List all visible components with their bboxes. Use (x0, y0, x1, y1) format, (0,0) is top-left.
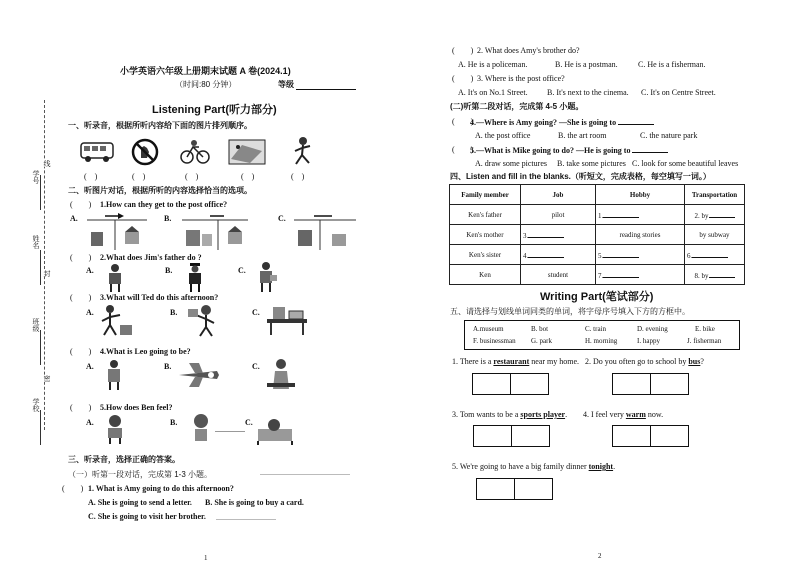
word-option: G. park (531, 337, 552, 345)
class-label: 班级 (32, 318, 39, 332)
answer-paren: ( ) (452, 117, 474, 126)
answer-paren: ( ) (70, 293, 92, 302)
side-blank (40, 175, 42, 210)
table-header: Family member (450, 185, 521, 205)
postman-picture (250, 260, 282, 294)
answer-paren: ( ) (452, 46, 474, 55)
answer-paren: ( ) (452, 145, 474, 154)
table-cell[interactable] (685, 205, 745, 225)
option-c: C. (252, 308, 260, 317)
w5-sentence (452, 462, 615, 472)
boy-picture (98, 412, 132, 446)
option-a: A. (86, 362, 94, 371)
q2-text: 2.What does Jim's father do ? (100, 253, 202, 262)
r-q2-option-b: B. He is a postman. (555, 60, 618, 69)
table-cell[interactable] (521, 225, 596, 245)
word-option: D. evening (637, 325, 668, 333)
family-table (449, 184, 745, 285)
blank-line (215, 431, 245, 432)
answer-blank[interactable] (603, 270, 639, 278)
bike-picture (178, 137, 212, 167)
w5-pre: 5. We're going to have a big family dinner (452, 462, 587, 471)
table-cell: Ken's mother (450, 225, 521, 245)
r-q2-option-a: A. He is a policeman. (458, 60, 528, 69)
grade-label: 等级 (278, 80, 294, 89)
option-c: C. (252, 362, 260, 371)
answer-blank[interactable] (528, 250, 564, 258)
answer-box[interactable] (514, 478, 553, 500)
binding-mark: 线 (43, 160, 50, 167)
s3-q1-option-b: B. She is going to buy a card. (205, 498, 304, 507)
table-cell[interactable] (596, 205, 685, 225)
answer-box[interactable] (472, 373, 511, 395)
answer-blank[interactable] (528, 230, 564, 238)
w1-underlined: restaurant (493, 357, 530, 366)
w4-pre: 4. I feel very (583, 410, 624, 419)
school-label: 学校 (32, 398, 39, 412)
cell-label: 1. (598, 211, 604, 220)
w3-sentence (452, 410, 567, 420)
word-bank (464, 320, 740, 350)
option-b: B. (164, 362, 172, 371)
route-map-a (85, 212, 149, 250)
q3-text: 3.What will Ted do this afternoon? (100, 293, 219, 302)
section3-subheading: （一）听第一段对话，完成第 1-3 小题。 (68, 470, 213, 479)
answer-blank[interactable] (603, 250, 639, 258)
no-entry-sign-picture (130, 137, 160, 167)
table-cell: student (521, 265, 596, 285)
desk-picture (262, 300, 312, 338)
route-map-c (292, 212, 358, 250)
side-blank (40, 330, 42, 365)
word-option: C. train (585, 325, 606, 333)
answer-paren: ( ) (70, 403, 92, 412)
table-row (450, 245, 745, 265)
table-cell: Ken (450, 265, 521, 285)
r-q2-text: 2. What does Amy's brother do? (477, 46, 580, 55)
cell-label: 8. by (694, 271, 709, 280)
listening-heading: Listening Part(听力部分) (152, 104, 277, 116)
answer-blank[interactable] (618, 117, 654, 125)
cell-label: 3. (523, 231, 529, 240)
answer-boxes-2[interactable] (612, 373, 687, 395)
w5-post: . (613, 462, 616, 471)
answer-boxes-1[interactable] (472, 373, 547, 395)
q1-text: 1.How can they get to the post office? (100, 200, 228, 209)
order-paren: ( ) (84, 172, 98, 181)
word-option: E. bike (695, 325, 715, 333)
name-label: 姓名 (32, 235, 39, 249)
answer-blank[interactable] (692, 250, 728, 258)
sad-boy-picture (186, 412, 216, 444)
table-cell: Ken's sister (450, 245, 521, 265)
side-blank (40, 410, 42, 445)
section1-heading: 一、听录音，根据所听内容给下面的图片排列顺序。 (68, 121, 252, 130)
word-option: A.museum (473, 325, 504, 333)
option-a: A. (86, 418, 94, 427)
option-c: C. (245, 418, 253, 427)
table-header: Hobby (596, 185, 685, 205)
answer-box[interactable] (511, 425, 550, 447)
table-cell: Ken's father (450, 205, 521, 225)
r-q4-option-b: B. the art room (558, 131, 607, 140)
page-number: 1 (204, 554, 208, 562)
option-b: B. (165, 266, 173, 275)
w2-sentence (585, 357, 704, 367)
w2-post: ? (700, 357, 704, 366)
blank-line (260, 474, 350, 475)
sick-boy-picture (255, 412, 295, 446)
word-option: B. bot (531, 325, 549, 333)
table-cell: by subway (685, 225, 745, 245)
order-paren: ( ) (241, 172, 255, 181)
side-blank (40, 250, 42, 285)
w4-sentence (583, 410, 663, 420)
answer-box[interactable] (476, 478, 515, 500)
r-q2-option-c: C. He is a fisherman. (638, 60, 706, 69)
answer-box[interactable] (650, 425, 689, 447)
order-paren: ( ) (291, 172, 305, 181)
table-cell[interactable] (596, 265, 685, 285)
section2-heading: 二、听图片对话，根据所听的内容选择恰当的选项。 (68, 186, 252, 195)
s3-q1-text: 1. What is Amy going to do this afternoon? (88, 484, 234, 493)
r-q3-option-b: B. It's next to the cinema. (547, 88, 629, 97)
answer-blank[interactable] (709, 210, 735, 218)
section4-heading: 四、Listen and fill in the blanks.（听短文，完成表格，每空填写一词。） (450, 172, 711, 181)
s3-q1-option-a: A. She is going to send a letter. (88, 498, 192, 507)
route-map-b (180, 212, 250, 250)
answer-box[interactable] (612, 373, 651, 395)
section5-heading: 五、请选择与划线单词同类的单词，将字母序号填入下方的方框中。 (450, 307, 690, 316)
answer-box[interactable] (473, 425, 512, 447)
option-b: B. (170, 418, 178, 427)
w3-post: . (565, 410, 568, 419)
answer-box[interactable] (612, 425, 651, 447)
answer-paren: ( ) (70, 347, 92, 356)
r-q3-text: 3. Where is the post office? (477, 74, 565, 83)
student-id-label: 学号 (32, 170, 39, 184)
cell-label: 7. (598, 271, 604, 280)
w1-post: near my home. (531, 357, 580, 366)
word-option: F. businessman (473, 337, 516, 345)
traffic-picture (227, 137, 267, 167)
pilot-plane-picture (176, 360, 222, 390)
r-q5-text (470, 145, 668, 156)
binding-mark: 封 (43, 270, 50, 277)
word-option: J. fisherman (687, 337, 722, 345)
person-running-picture (288, 135, 318, 167)
option-a: A. (86, 308, 94, 317)
table-row (450, 265, 745, 285)
table-cell[interactable] (596, 245, 685, 265)
table-header: Job (521, 185, 596, 205)
child-playing-picture (96, 302, 136, 338)
r-q3-option-a: A. It's on No.1 Street. (458, 88, 528, 97)
table-row (450, 225, 745, 245)
writing-heading: Writing Part(笔试部分) (540, 291, 654, 303)
binding-mark: 密 (43, 375, 50, 382)
w1-pre: 1. There is a (452, 357, 492, 366)
r-q5-option-a: A. draw some pictures (475, 159, 547, 168)
r-q4-option-c: C. the nature park (640, 131, 698, 140)
r-q5-option-b: B. take some pictures (557, 159, 626, 168)
answer-paren: ( ) (70, 200, 92, 209)
policeman-picture (180, 262, 210, 294)
answer-boxes-3[interactable] (473, 425, 548, 447)
option-b: B. (170, 308, 178, 317)
doctor-picture (100, 358, 128, 392)
grade-blank (296, 89, 356, 90)
order-paren: ( ) (185, 172, 199, 181)
table-cell[interactable] (521, 245, 596, 265)
cell-label: 5. (598, 251, 604, 260)
option-a: A. (86, 266, 94, 275)
w4-underlined: warm (625, 410, 646, 419)
blank-line (216, 519, 276, 520)
r-sub2: (二)听第二段对话，完成第 4-5 小题。 (450, 102, 584, 111)
option-c: C. (238, 266, 246, 275)
answer-blank[interactable] (632, 145, 668, 153)
w3-underlined: sports player (520, 410, 566, 419)
option-a: A. (70, 214, 78, 223)
table-cell: pilot (521, 205, 596, 225)
scientist-picture (264, 356, 298, 392)
answer-paren: ( ) (70, 253, 92, 262)
answer-boxes-4[interactable] (612, 425, 687, 447)
exam-title: 小学英语六年级上册期末试题 A 卷(2024.1) (120, 66, 291, 76)
r-q4-option-a: A. the post office (475, 131, 531, 140)
r-q4-label: 4.—Where is Amy going? —She is going to (470, 118, 617, 127)
answer-paren: ( ) (452, 74, 474, 83)
answer-box[interactable] (650, 373, 689, 395)
answer-paren: ( ) (62, 484, 84, 493)
exam-time: （时间:80 分钟） (175, 80, 237, 89)
r-q5-label: 5.—What is Mike going to do? —He is going to (470, 146, 631, 155)
table-cell: reading stories (596, 225, 685, 245)
answer-boxes-5[interactable] (476, 478, 551, 500)
w3-pre: 3. Tom wants to be a (452, 410, 519, 419)
table-row (450, 205, 745, 225)
table-header: Transportation (685, 185, 745, 205)
w4-post: now. (647, 410, 664, 419)
option-c: C. (278, 214, 286, 223)
page-number: 2 (598, 552, 602, 560)
word-option: I. happy (637, 337, 660, 345)
w2-underlined: bus (688, 357, 701, 366)
cell-label: 6. (687, 251, 693, 260)
section3-heading: 三、听录音，选择正确的答案。 (68, 455, 180, 464)
word-option: H. morning (585, 337, 618, 345)
table-cell[interactable] (685, 265, 745, 285)
table-cell[interactable] (685, 245, 745, 265)
bus-picture (78, 138, 118, 166)
w2-pre: 2. Do you often go to school by (585, 357, 687, 366)
r-q3-option-c: C. It's on Centre Street. (641, 88, 716, 97)
cell-label: 2. by (694, 211, 709, 220)
q5-text: 5.How does Ben feel? (100, 403, 173, 412)
order-paren: ( ) (132, 172, 146, 181)
answer-blank[interactable] (603, 210, 639, 218)
q4-text: 4.What is Leo going to be? (100, 347, 191, 356)
answer-blank[interactable] (709, 270, 735, 278)
r-q5-option-c: C. look for some beautiful leaves (632, 159, 739, 168)
r-q4-text (470, 117, 654, 128)
cell-label: 4. (523, 251, 529, 260)
reading-picture (182, 302, 222, 338)
s3-q1-option-c: C. She is going to visit her brother. (88, 512, 206, 521)
option-b: B. (164, 214, 172, 223)
w5-underlined: tonight (588, 462, 614, 471)
w1-sentence (452, 357, 579, 367)
worker-picture (100, 262, 130, 294)
answer-box[interactable] (510, 373, 549, 395)
